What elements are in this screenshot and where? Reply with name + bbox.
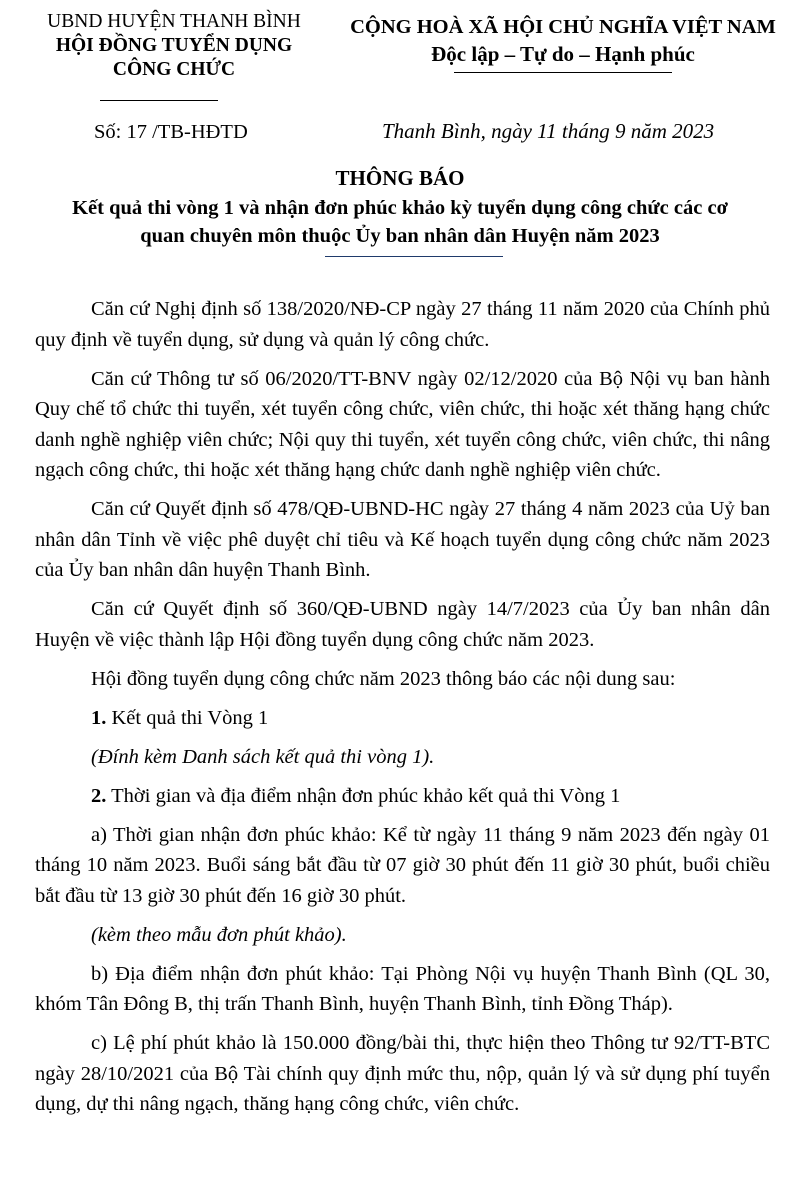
paragraph-appeal-time: a) Thời gian nhận đơn phúc khảo: Kể từ ngày 11 tháng 9 năm 2023 đến ngày 01 tháng 10 năm 2023. Buổi sáng bắt đầu từ 07 giờ 30 phút đến 11 giờ 30 phút, buổi chiều bắt đầu từ 13 giờ 30 phút đến 16 giờ 30 phút. [35,823,770,907]
section-2-number: 2. [91,784,107,807]
org-line-3: CÔNG CHỨC [112,59,236,80]
document-body [35,294,770,1128]
paragraph-legal-basis-3: Căn cứ Quyết định số 478/QĐ-UBND-HC ngày 27 tháng 4 năm 2023 của Uỷ ban nhân dân Tỉnh về việc phê duyệt chỉ tiêu và Kế hoạch tuyển dụng công chức năm 2023 của Ủy ban nhân dân huyện Thanh Bình. [35,498,770,581]
section-1-number: 1. [91,706,107,729]
nation-motto: Độc lập – Tự do – Hạnh phúc [431,42,695,66]
issuing-organization [24,10,324,82]
section-2-title: Thời gian và địa điểm nhận đơn phúc khảo kết quả thi Vòng 1 [106,784,621,807]
national-header [330,14,796,68]
org-line-2: HỘI ĐỒNG TUYỂN DỤNG [55,35,293,56]
subtitle-line-2: quan chuyên môn thuộc Ủy ban nhân dân Huyện năm 2023 [140,225,660,247]
form-note: (kèm theo mẫu đơn phút khảo). [91,923,347,946]
paragraph-legal-basis-2: Căn cứ Thông tư số 06/2020/TT-BNV ngày 02/12/2020 của Bộ Nội vụ ban hành Quy chế tổ chức thi tuyển, xét tuyển công chức, viên chức, thi hoặc xét thăng hạng chức danh nghề nghiệp viên chức; Nội quy thi tuyển, xét tuyển công chức, viên chức, thi nâng ngạch công chức, thi hoặc xét thăng hạng chức danh nghề nghiệp viên chức. [35,367,770,481]
document-number: Số: 17 /TB-HĐTD [94,121,248,143]
paragraph-appeal-fee: c) Lệ phí phút khảo là 150.000 đồng/bài thi, thực hiện theo Thông tư 92/TT-BTC ngày 28/10/2021 của Bộ Tài chính quy định mức thu, nộp, quản lý và sử dụng phí tuyển dụng, dự thi nâng ngạch, thăng hạng công chức, viên chức. [35,1032,770,1115]
paragraph-announcement-intro: Hội đồng tuyển dụng công chức năm 2023 thông báo các nội dung sau: [91,667,676,690]
section-1-title: Kết quả thi Vòng 1 [106,706,269,729]
document-date: Thanh Bình, ngày 11 tháng 9 năm 2023 [382,119,715,143]
subtitle-divider [325,256,503,257]
section-1-heading [35,703,770,734]
motto-divider [454,72,672,73]
document-title: THÔNG BÁO [335,166,465,190]
org-divider [100,100,218,101]
attachment-note: (Đính kèm Danh sách kết quả thi vòng 1). [91,745,435,768]
section-2-heading [35,781,770,812]
nation-name: CỘNG HOÀ XÃ HỘI CHỦ NGHĨA VIỆT NAM [350,16,776,38]
subtitle-line-1: Kết quả thi vòng 1 và nhận đơn phúc khảo kỳ tuyển dụng công chức các cơ [72,197,728,219]
document-subtitle [30,194,770,250]
org-line-1: UBND HUYỆN THANH BÌNH [47,11,301,32]
paragraph-appeal-location: b) Địa điểm nhận đơn phút khảo: Tại Phòng Nội vụ huyện Thanh Bình (QL 30, khóm Tân Đông B, thị trấn Thanh Bình, huyện Thanh Bình, tỉnh Đồng Tháp). [35,962,770,1015]
paragraph-legal-basis-1: Căn cứ Nghị định số 138/2020/NĐ-CP ngày 27 tháng 11 năm 2020 của Chính phủ quy định về tuyển dụng, sử dụng và quản lý công chức. [35,298,770,351]
paragraph-legal-basis-4: Căn cứ Quyết định số 360/QĐ-UBND ngày 14/7/2023 của Ủy ban nhân dân Huyện về việc thành lập Hội đồng tuyển dụng công chức năm 2023. [35,598,770,651]
